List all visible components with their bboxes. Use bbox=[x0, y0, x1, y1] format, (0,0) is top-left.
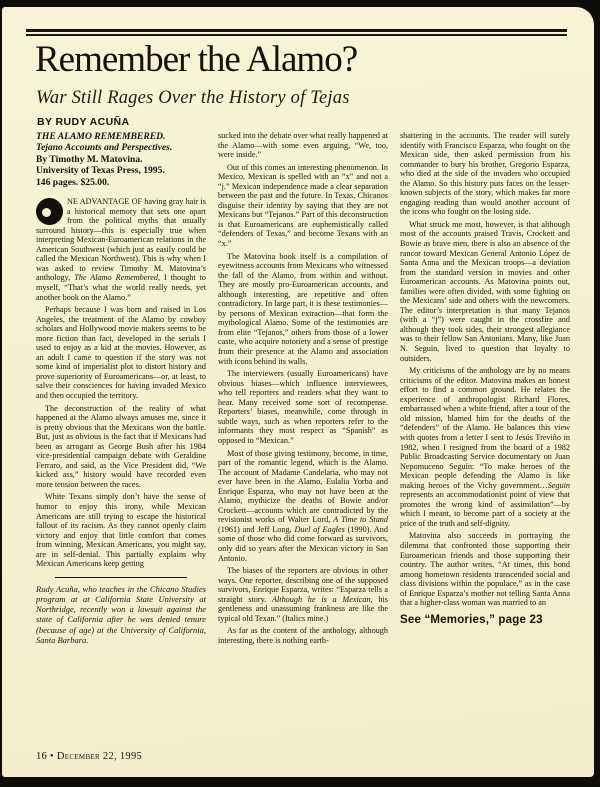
paragraph: Most of those giving testimony, become, in time, part of the romantic legend, which is the Alamo. The account of Madame Candelaria, who may not ever have been in the Alamo, Eulalia Yorba and Enrique Esparza, who may not have been at the Alamo, mythicize the deaths of Bowie and/or Crockett—accounts which are contradicted by the revisionist works of Walter Lord, A Time to Stand (1961) and Jeff Long, Duel of Eagles (1990). And some of those who did come forward as survivors, only did so years after the Mexican victory in San Antonio. bbox=[218, 448, 388, 563]
paragraph: As far as the content of the anthology, although interesting, there is nothing earth- bbox=[218, 626, 388, 645]
paragraph bbox=[36, 197, 206, 302]
drop-cap-o-icon bbox=[36, 198, 63, 225]
citation-publisher-line: University of Texas Press, 1995. bbox=[36, 165, 165, 177]
page-surface bbox=[2, 7, 594, 777]
column-3 bbox=[400, 131, 570, 648]
paragraph: The deconstruction of the reality of what happened at the Alamo always amuses me, since it is pretty obvious that the Mexicans won the battle. But, just as obvious is the fact that if Mexicans had been as arrogant as George Bush after his 1984 vice-presidential campaign debate with Geraldine Ferraro, and said, as the Vice President did, “We kicked ass,” history would have recorded even more tension between the races. bbox=[36, 403, 206, 489]
paragraph: Out of this comes an interesting phenomenon. In Mexico, Mexican is spelled with an “x” and not a “j.” Mexican independence made a clear separation between the past and the future. In Texas, Chicanos disguise their identity by saying that they are not Mexicans but “Tejanos.” Part of this deconstruction is that Euroamericans are euphemistically called “defenders of Texas,” and become Texans with an “x.” bbox=[218, 162, 388, 249]
paragraph: White Texans simply don’t have the sense of humor to enjoy this irony, while Mexican Americans are still trying to escape the historical fallout of its racism. As they cannot openly claim victory and enjoy that little comfort that comes from winning, Mexican Americans, you might say, are in self-denial. This partially explains why Mexican Americans keep getting bbox=[36, 492, 206, 569]
paragraph: sucked into the debate over what really happened at the Alamo—with some even arguing, “We, too, were inside.” bbox=[218, 131, 388, 160]
footer-page-info: 16 • December 22, 1995 bbox=[36, 751, 143, 762]
citation-pages-price-line: 146 pages. $25.00. bbox=[36, 176, 110, 188]
citation-book-subtitle: Tejano Accounts and Perspectives. bbox=[36, 142, 173, 154]
paragraph: Matovina also succeeds in portraying the dilemma that confronted those supporting their Euroamerican friends and those supporting their country. The author writes, “At times, this bond among hometown residents transcended social and class divisions within the populace,” as in the case of Enrique Esparza’s mother not telling Santa Anna that a higher-class woman was married to an bbox=[400, 531, 570, 608]
header-double-rule bbox=[26, 29, 567, 36]
author-bio-divider bbox=[55, 577, 187, 578]
column-2 bbox=[218, 131, 388, 648]
continuation-notice: See “Memories,” page 23 bbox=[400, 613, 543, 626]
paragraph: What struck me most, however, is that although most of the accounts praised Travis, Crockett and Bowie as brave men, there is also an absence of the rancor toward Mexican General Antonio López de Santa Anna and the Mexican troops—a deviation from the standard version in movies and other Euroamerican accounts. As Matovina points out, families were often divided, with some fighting on the Mexicans’ side and others with the newcomers. The editor’s interpretation is that many Tejanos (with a “j”) were caught in the crossfire and although they took sides, their strongest allegiance was to their fellow San Antonians. Many, like Juan N. Seguin, lived to question that loyalty to outsiders. bbox=[400, 219, 570, 363]
paragraph-text: NE ADVANTAGE OF having gray hair is a historical memory that sets one apart from the political myths that usually surround history—this is especially true when interpreting Mexican-Euroamerican relations in the American Southwest (which just as easily could be called the Mexican Northwest). This is why when I was asked to review Timothy M. Matovina’s anthology, The Alamo Remembered, I thought to myself, “That’s what the world really needs, yet another book on the Alamo.” bbox=[36, 197, 206, 302]
column-1 bbox=[36, 131, 206, 648]
paragraph: My criticisms of the anthology are by no means criticisms of the editor. Matovina makes an honest effort to find a common ground. He relates the experience of anthropologist Richard Flores, embarrassed when a white friend, after a tour of the old mission, blamed him for the deaths of the “defenders” of the Alamo. He balances this view with quotes from a letter I sent to Jesús Treviño in 1982, when I resigned from the board of a 1982 Public Broadcasting Service documentary on Juan Nepomuceno Seguín: “To make heroes of the Mexican people defending the Alamo is like making heroes of the Vichy government…Seguin represents an accommodationist point of view that promotes the wrong kind of assimilation”—by which I meant, to become part of a society at the price of the truth and self-dignity. bbox=[400, 366, 570, 528]
citation-book-title: THE ALAMO REMEMBERED. bbox=[36, 131, 166, 142]
author-bio: Rudy Acuña, who teaches in the Chicano Studies program at at California State University at Northridge, recently won a lawsuit against the state of California after he was denied tenure (because of age) at the University of California, Santa Barbara. bbox=[36, 583, 206, 645]
article-byline: BY RUDY ACUÑA bbox=[37, 116, 130, 128]
paragraph: The Matovina book itself is a compilation of eyewitness accounts from Mexicans who witnessed the fall of the Alamo, from within and without. They are mostly pro-Euroamerican accounts, and although interesting, are repetitive and often contradictory. In large part, it is these testimonies—by persons of Mexican extraction—that form the mythological Alamo. Some of the testimonies are from elite “Tejanos,” others from those of a lower caste, who acquire notoriety and a sense of prestige from their presence at the Alamo and association with icons behind its walls. bbox=[218, 251, 388, 366]
citation-author-line: By Timothy M. Matovina. bbox=[36, 153, 143, 165]
article-columns bbox=[36, 131, 570, 648]
article-subtitle: War Still Rages Over the History of Tejas bbox=[36, 88, 350, 108]
paragraph: Perhaps because I was born and raised in Los Angeles, the treatment of the Alamo by cowboy scholars and Hollywood movie makers seems to be more fiction than fact, developed in the serials I used to enjoy as a kid at the movies. However, as an adult I came to question if the story was not some kind of imperialist plot to distort history and prove superiority of Euroamericans—or, at least, to salve their consciences for having invaded Mexico and then occupied the territory. bbox=[36, 305, 206, 400]
article-title: Remember the Alamo? bbox=[35, 39, 358, 80]
book-citation bbox=[36, 131, 206, 188]
paragraph: The biases of the reporters are obvious in other ways. One reporter, describing one of the supposed survivors, Enrique Esparza, writes: “Esparza tells a straight story. Although he is a Mexican, his gentleness and unassuming frankness are like the typical old Texan.” (Italics mine.) bbox=[218, 566, 388, 623]
paragraph: shattering in the accounts. The reader will surely identify with Francisco Esparza, who fought on the Mexican side, then asked permission from his commander to bury his brother, Gregorio Esparza, who died at the side of the invaders who occupied the Alamo. So this history puts faces on the lesser-known subjects of the story, which makes far more engaging reading than would another account of the icons who fought on the losing side. bbox=[400, 131, 570, 217]
paragraph: The interviewers (usually Euroamericans) have obvious biases—which influence interviewees, who tell reporters and readers what they want to hear. Many received some sort of recompense. Reporters’ biases, meanwhile, come through in subtle ways, such as when reporters refer to the informants they most respect as “Spanish” as opposed to “Mexican.” bbox=[218, 369, 388, 445]
